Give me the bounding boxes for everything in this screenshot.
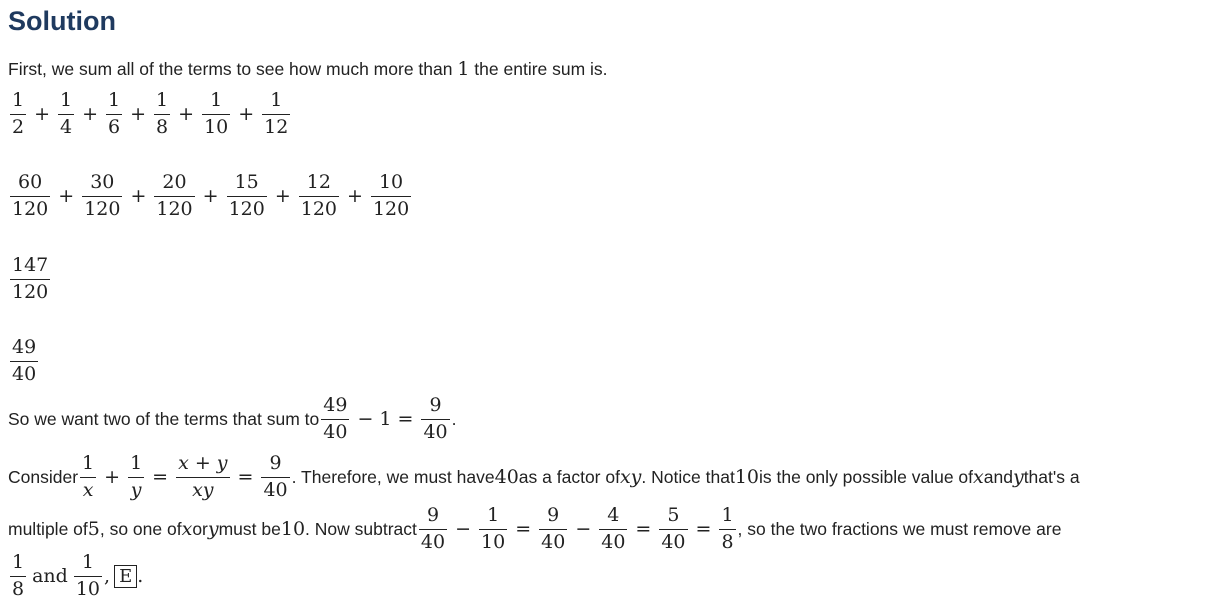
- fraction: $\frac{12}{120}$: [300, 171, 338, 220]
- fraction: $\frac{15}{120}$: [228, 171, 265, 220]
- fraction: $\frac{1}{10}$: [75, 551, 101, 600]
- answer-box: E: [114, 565, 137, 588]
- fraction: $\frac{30}{120}$: [84, 171, 121, 220]
- target-sum-line: So we want two of the terms that sum to $\frac{49}{40}$ − 1 = $\frac{9}{40}$ .: [8, 394, 457, 443]
- fraction: $\frac{1}{6}$: [108, 89, 121, 138]
- sum-result-49-40: [8, 337, 40, 386]
- subtract-line: multiple of 5 , so one of x or y must be 10 . Now subtract $\frac{9}{40}$ − $\frac{1}{10}$ = $\frac{9}{40}$ − $\frac{4}{40}$ = $\frac{5}{40}$ = $\frac{1}{8}$ , so the two fractions we must remove are: [8, 504, 1062, 553]
- intro-line: First, we sum all of the terms to see how much more than 1 the entire sum is.: [8, 58, 608, 80]
- fraction: $\frac{60}{120}$: [12, 171, 49, 220]
- answer-line: $\frac{1}{8}$ and $\frac{1}{10}$ , E .: [12, 551, 144, 600]
- fraction: $\frac{49}{40}$: [12, 336, 37, 385]
- fraction: $\frac{1}{8}$: [12, 551, 25, 600]
- fraction: $\frac{9}{40}$: [420, 504, 446, 553]
- fraction: $\frac{1}{12}$: [264, 89, 289, 138]
- fraction: $\frac{x + y}{xy}$: [178, 452, 228, 501]
- fraction: $\frac{1}{10}$: [481, 504, 506, 553]
- fraction: $\frac{9}{40}$: [263, 452, 288, 501]
- solution-heading: Solution: [8, 6, 116, 36]
- fraction: $\frac{5}{40}$: [661, 504, 686, 553]
- fraction: $\frac{1}{8}$: [721, 504, 734, 553]
- fraction: $\frac{10}{120}$: [372, 171, 410, 220]
- fraction: $\frac{20}{120}$: [156, 171, 193, 220]
- fraction: $\frac{9}{40}$: [541, 504, 566, 553]
- fraction: $\frac{1}{x}$: [82, 452, 95, 501]
- consider-line: Consider $\frac{1}{x}$ + $\frac{1}{y}$ = $\frac{x + y}{xy}$ = $\frac{9}{40}$ . Therefore, we must have 40 as a factor of xy . Notice that 10 is the only possible value of x and y that's a: [8, 452, 1080, 501]
- sum-row-common-denominator: $\frac{60}{120}$ + $\frac{30}{120}$ + $\frac{20}{120}$ + $\frac{15}{120}$ + $\frac{12}{120}$ + $\frac{10}{120}$: [12, 171, 410, 220]
- fraction: $\frac{1}{10}$: [204, 89, 229, 138]
- fraction: $\frac{4}{40}$: [601, 504, 626, 553]
- fraction: $\frac{49}{40}$: [323, 394, 348, 443]
- fraction: $\frac{1}{8}$: [156, 89, 169, 138]
- fraction: $\frac{1}{y}$: [130, 452, 143, 501]
- fraction: $\frac{1}{2}$: [12, 89, 25, 138]
- sum-row-unit-fractions: $\frac{1}{2}$ + $\frac{1}{4}$ + $\frac{1}{6}$ + $\frac{1}{8}$ + $\frac{1}{10}$ + $\frac{1}{12}$: [12, 89, 289, 138]
- sum-result-147-120: [8, 255, 52, 304]
- fraction: $\frac{9}{40}$: [423, 394, 448, 443]
- fraction: $\frac{1}{4}$: [60, 89, 73, 138]
- fraction: $\frac{147}{120}$: [12, 254, 49, 303]
